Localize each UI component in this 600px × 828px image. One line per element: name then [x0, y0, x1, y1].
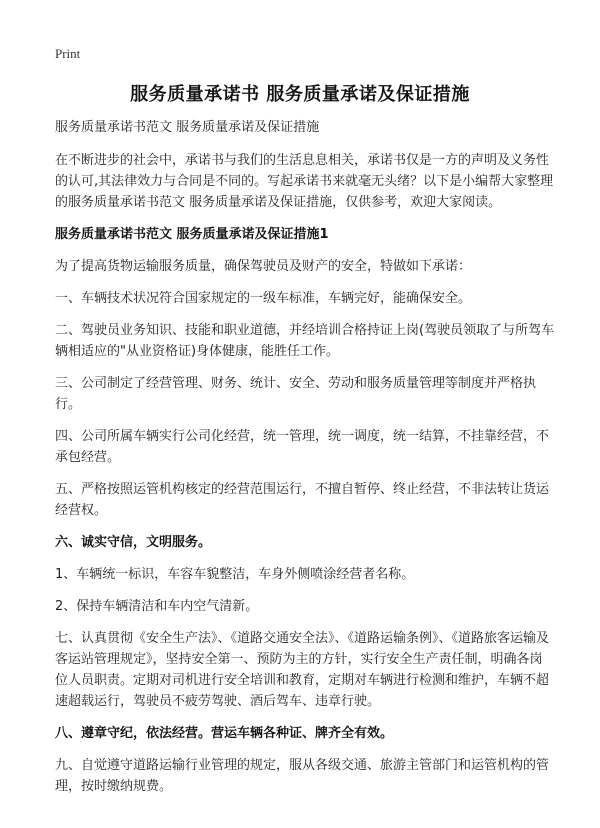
commitment-item-1: 一、车辆技术状况符合国家规定的一级车标准，车辆完好，能确保安全。: [55, 291, 472, 306]
commitment-item-2: 二、驾驶员业务知识、技能和职业道德，并经培训合格持证上岗(驾驶员领取了与所驾车辆相适应的"从业资格证)身体健康，能胜任工作。: [55, 323, 555, 359]
commitment-item-7: 七、认真贯彻《安全生产法》、《道路交通安全法》、《道路运输条例》、《道路旅客运输及客运站管理规定》，坚持安全第一、预防为主的方针，实行安全生产责任制，明确各岗位人员职责。定期对司机进行安全培训和教育，定期对车辆进行检测和维护，车辆不超速超载运行，驾驶员不疲劳驾驶、酒后驾车、违章行驶。: [55, 631, 550, 709]
print-link[interactable]: Print: [55, 46, 81, 61]
commitment-item-9: 九、自觉遵守道路运输行业管理的规定，服从各级交通、旅游主管部门和运管机构的管理，按时缴纳规费。: [55, 758, 550, 794]
section-heading: 服务质量承诺书范文 服务质量承诺及保证措施1: [55, 227, 329, 242]
document-subtitle: 服务质量承诺书范文 服务质量承诺及保证措施: [55, 120, 320, 135]
commitment-heading-6: 六、诚实守信，文明服务。: [55, 535, 212, 550]
commitment-item-5: 五、严格按照运管机构核定的经营范围运行，不擅自暂停、终止经营，不非法转让货运经营权。: [55, 482, 550, 518]
commitment-item-3: 三、公司制定了经营管理、财务、统计、安全、劳动和服务质量管理等制度并严格执行。: [55, 376, 537, 412]
page-title: 服务质量承诺书 服务质量承诺及保证措施: [130, 84, 470, 105]
commitment-subitem-6-2: 2、保持车辆清洁和车内空气清新。: [55, 599, 259, 614]
commitment-heading-8: 八、遵章守纪，依法经营。营运车辆各种证、牌齐全有效。: [55, 726, 394, 741]
document-body: [55, 117, 555, 808]
lead-paragraph: 为了提高货物运输服务质量，确保驾驶员及财产的安全，特做如下承诺：: [55, 259, 472, 274]
intro-paragraph: 在不断进步的社会中，承诺书与我们的生活息息相关，承诺书仅是一方的声明及义务性的认可,其法律效力与合同是不同的。写起承诺书来就毫无头绪？以下是小编帮大家整理的服务质量承诺书范文 服务质量承诺及保证措施，仅供参考，欢迎大家阅读。: [55, 153, 554, 210]
commitment-item-4: 四、公司所属车辆实行公司化经营，统一管理，统一调度，统一结算，不挂靠经营，不承包经营。: [55, 429, 550, 465]
commitment-subitem-6-1: 1、车辆统一标识，车容车貌整洁，车身外侧喷涂经营者名称。: [55, 567, 415, 582]
